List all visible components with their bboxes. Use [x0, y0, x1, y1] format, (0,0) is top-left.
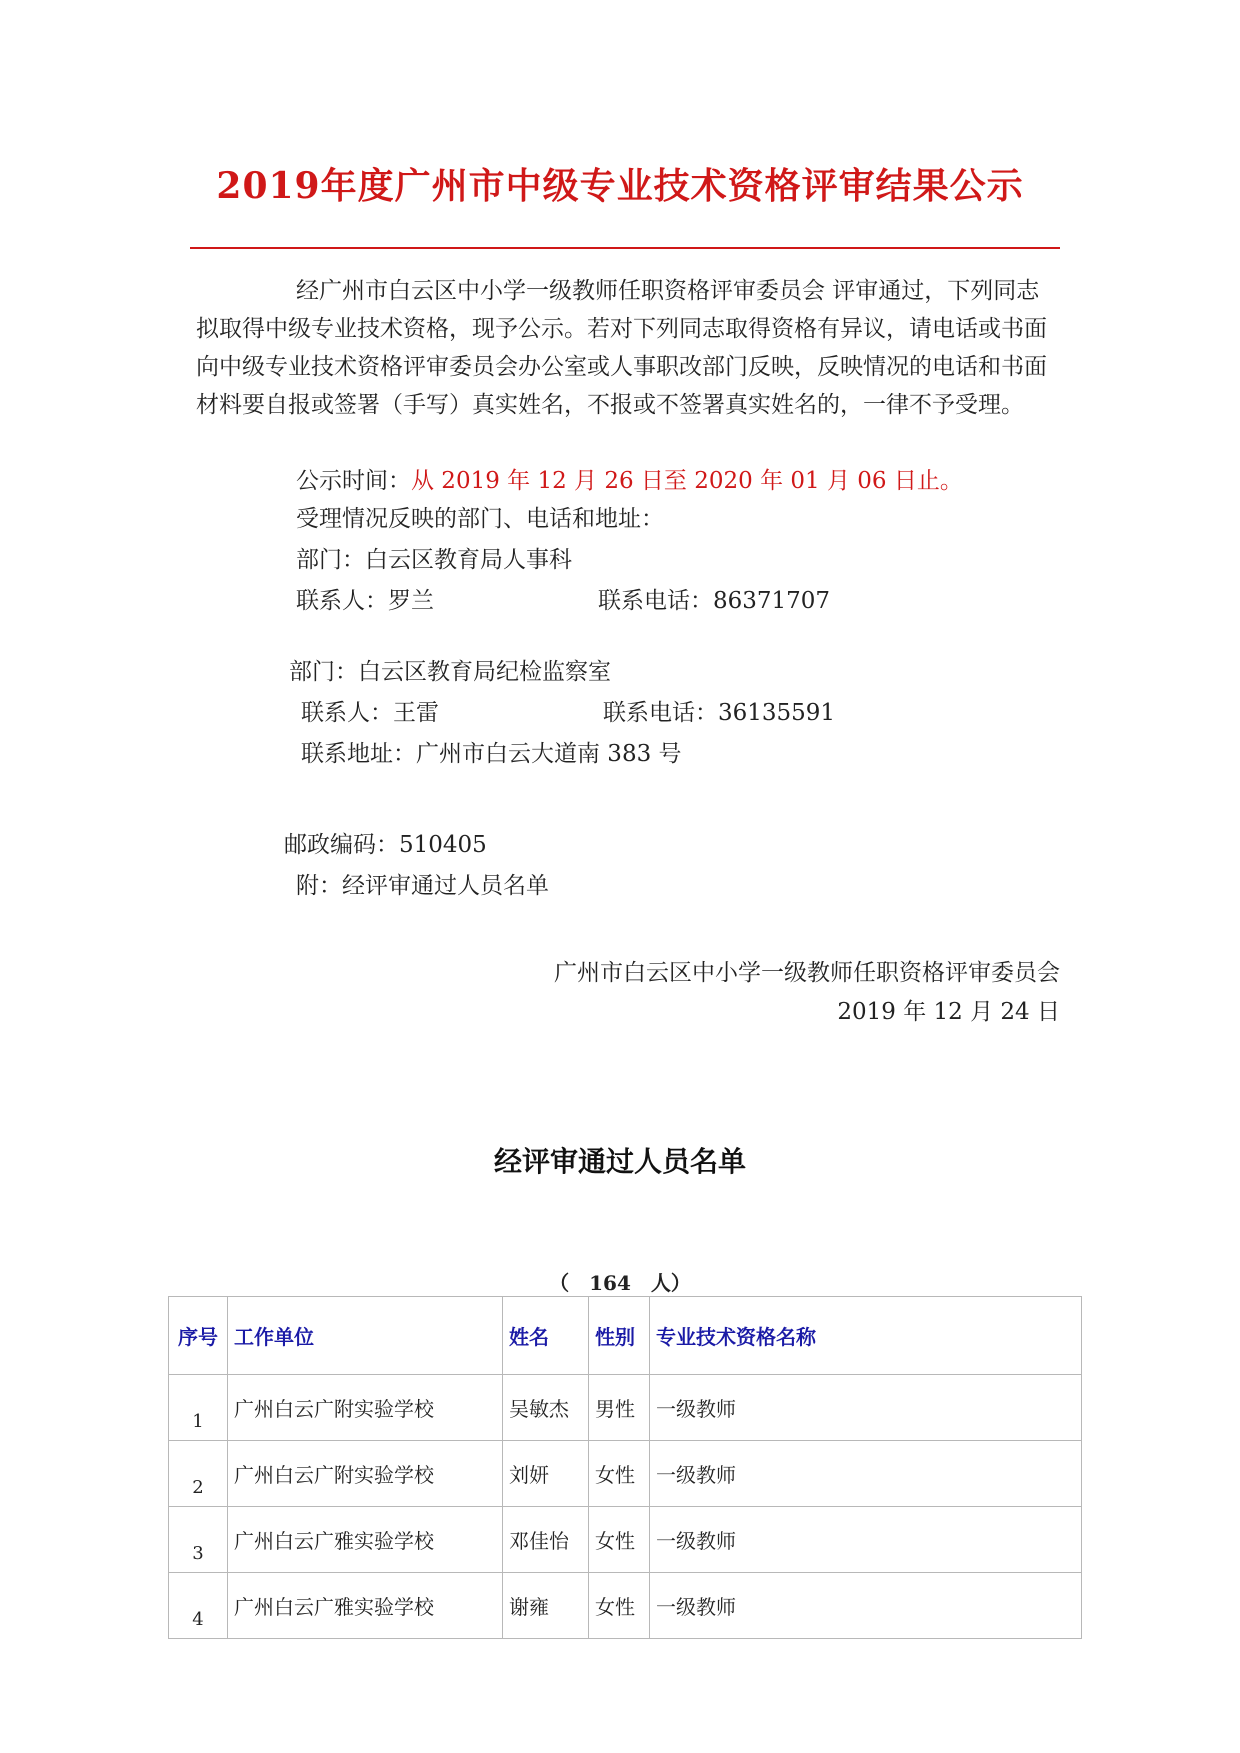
cell-no: 3	[169, 1507, 228, 1573]
cell-title: 一级教师	[650, 1441, 1082, 1507]
header-no: 序号	[169, 1297, 228, 1375]
postcode: 邮政编码：510405	[284, 832, 487, 858]
cell-title: 一级教师	[650, 1573, 1082, 1639]
attachment-note: 附：经评审通过人员名单	[296, 873, 549, 899]
cell-unit: 广州白云广附实验学校	[228, 1441, 503, 1507]
cell-name: 刘妍	[503, 1441, 589, 1507]
cell-name: 谢雍	[503, 1573, 589, 1639]
header-title: 专业技术资格名称	[650, 1297, 1082, 1375]
signature-date: 2019 年 12 月 24 日	[837, 999, 1060, 1025]
period-label: 公示时间：	[296, 468, 411, 494]
dept2-contact: 联系人：王雷	[301, 700, 439, 726]
dept1-name: 部门：白云区教育局人事科	[296, 547, 572, 573]
page-title: 2019年度广州市中级专业技术资格评审结果公示	[216, 165, 1024, 207]
signature-org: 广州市白云区中小学一级教师任职资格评审委员会	[554, 960, 1060, 986]
list-count: （ 164 人）	[549, 1271, 691, 1295]
intro-paragraph: 经广州市白云区中小学一级教师任职资格评审委员会 评审通过，下列同志拟取得中级专业技术资格，现予公示。若对下列同志取得资格有异议，请电话或书面向中级专业技术资格评审委员会办公室或人事职改部门反映，反映情况的电话和书面材料要自报或签署（手写）真实姓名，不报或不签署真实姓名的，一律不予受理。	[196, 278, 1047, 418]
period-value: 从 2019 年 12 月 26 日至 2020 年 01 月 06 日止。	[411, 468, 963, 494]
dept2-name: 部门：白云区教育局纪检监察室	[289, 659, 611, 685]
cell-sex: 男性	[589, 1375, 650, 1441]
title-divider	[190, 247, 1060, 249]
dept1-phone: 联系电话：86371707	[598, 588, 831, 614]
cell-no: 1	[169, 1375, 228, 1441]
table-row	[169, 1573, 1082, 1639]
table-row	[169, 1441, 1082, 1507]
cell-sex: 女性	[589, 1573, 650, 1639]
cell-name: 吴敏杰	[503, 1375, 589, 1441]
cell-sex: 女性	[589, 1507, 650, 1573]
cell-no: 2	[169, 1441, 228, 1507]
table-row	[169, 1507, 1082, 1573]
list-title: 经评审通过人员名单	[493, 1145, 746, 1178]
table-row	[169, 1375, 1082, 1441]
header-sex: 性别	[589, 1297, 650, 1375]
cell-name: 邓佳怡	[503, 1507, 589, 1573]
cell-sex: 女性	[589, 1441, 650, 1507]
cell-title: 一级教师	[650, 1507, 1082, 1573]
cell-unit: 广州白云广雅实验学校	[228, 1573, 503, 1639]
cell-unit: 广州白云广附实验学校	[228, 1375, 503, 1441]
approved-list-table	[168, 1296, 1082, 1639]
table-header-row	[169, 1297, 1082, 1375]
dept2-phone: 联系电话：36135591	[603, 700, 836, 726]
header-name: 姓名	[503, 1297, 589, 1375]
contact-address: 联系地址：广州市白云大道南 383 号	[301, 741, 682, 767]
dept1-contact: 联系人：罗兰	[296, 588, 434, 614]
contact-heading: 受理情况反映的部门、电话和地址：	[296, 506, 664, 532]
cell-unit: 广州白云广雅实验学校	[228, 1507, 503, 1573]
period-line	[296, 462, 963, 500]
cell-title: 一级教师	[650, 1375, 1082, 1441]
cell-no: 4	[169, 1573, 228, 1639]
header-unit: 工作单位	[228, 1297, 503, 1375]
